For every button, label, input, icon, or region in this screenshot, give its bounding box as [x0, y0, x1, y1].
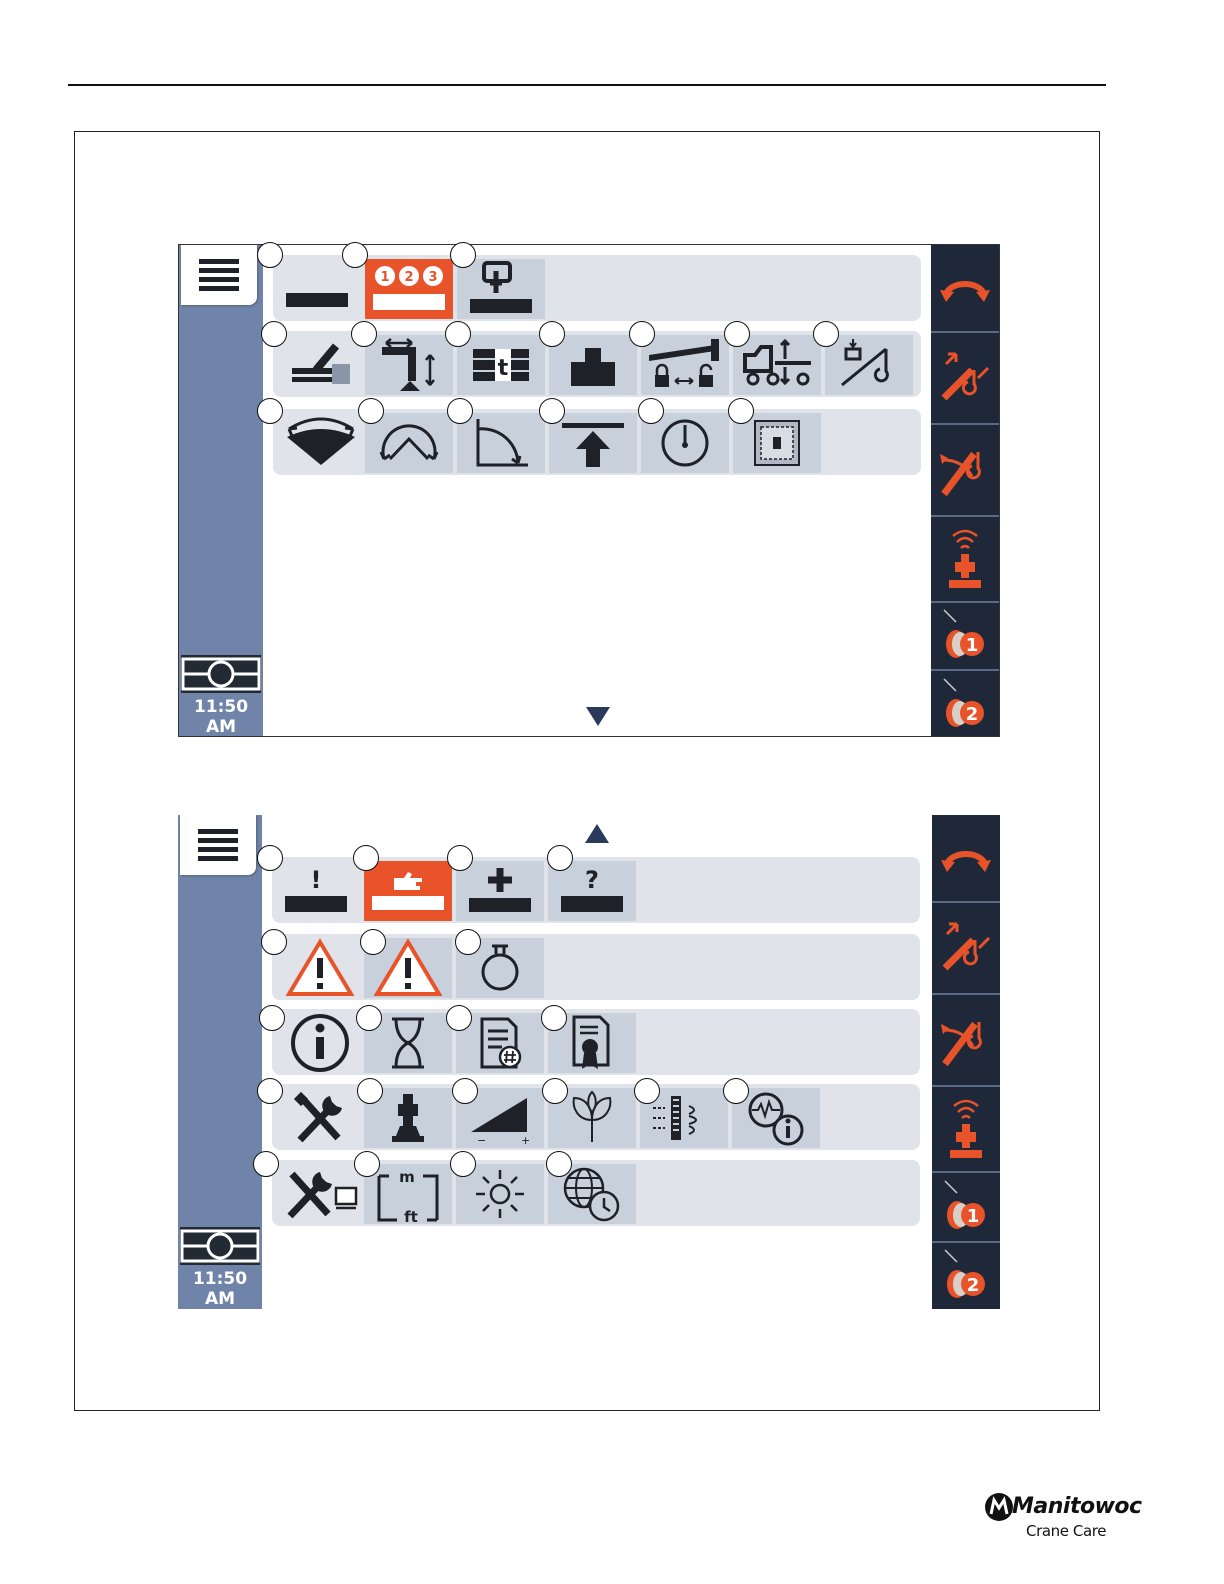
callout-marker — [257, 1078, 283, 1104]
callout-marker — [354, 1151, 380, 1177]
tile-boom-lock[interactable] — [641, 335, 729, 395]
boom-icon — [282, 269, 352, 309]
hoist-2-icon — [939, 1248, 993, 1304]
swing-range-icon — [281, 415, 361, 471]
joystick-icon — [388, 1090, 428, 1146]
working-range-arc-icon — [374, 415, 444, 471]
counterweight-loading-icon — [286, 340, 356, 390]
logo-brand-text: Manitowoc — [1012, 1494, 1142, 1519]
hoist-1-button[interactable] — [931, 603, 999, 671]
tile-boom-manual[interactable] — [457, 259, 545, 319]
radius-limit-icon — [655, 415, 715, 471]
remote-button[interactable] — [932, 1087, 1000, 1173]
callout-marker — [547, 845, 573, 871]
luffing-boom-icon — [938, 440, 992, 500]
tile-outrigger-dimensions[interactable] — [365, 335, 453, 395]
brightness-icon — [472, 1166, 528, 1222]
luff-button[interactable] — [932, 995, 1000, 1087]
callout-marker — [542, 1078, 568, 1104]
service-tools-icon — [290, 1090, 350, 1146]
boom-help-mark: ? — [585, 866, 599, 894]
page-header-rule — [68, 84, 1106, 86]
callout-marker — [450, 242, 476, 268]
luff-button[interactable] — [931, 425, 999, 517]
tile-boom-add[interactable] — [456, 861, 544, 921]
callout-marker — [356, 1005, 382, 1031]
warning-orange-icon — [285, 938, 355, 998]
callout-marker — [360, 929, 386, 955]
tile-boom-angle-limit[interactable] — [457, 413, 545, 473]
logo-sub-text: Crane Care — [1026, 1522, 1107, 1540]
clock — [178, 1269, 262, 1309]
hoist-1-button[interactable] — [932, 1173, 1000, 1243]
crane-top-view-icon — [181, 655, 261, 693]
ramp-minus-label: − — [477, 1134, 487, 1146]
tile-boom-alert[interactable] — [272, 861, 360, 921]
callout-marker — [638, 398, 664, 424]
telescope-boom-icon — [939, 918, 993, 978]
load-chart-t-icon — [469, 345, 533, 385]
boom-alert-icon — [281, 864, 351, 918]
callout-marker — [253, 1151, 279, 1177]
clock-time: 11:50 — [192, 1269, 248, 1289]
tile-units[interactable] — [364, 1164, 452, 1224]
seq-1-label: 1 — [380, 270, 390, 285]
callout-marker — [447, 845, 473, 871]
telescope-button[interactable] — [931, 333, 999, 425]
units-meters-label: m — [399, 1168, 415, 1186]
hoist-2-button[interactable] — [931, 671, 999, 737]
diagnostics-info-icon — [744, 1088, 808, 1148]
boom-angle-limit-icon — [466, 415, 536, 471]
remote-joystick-icon — [945, 526, 985, 592]
right-sidebar — [931, 245, 999, 736]
boom-question-icon — [557, 864, 627, 918]
crane-status-indicator[interactable] — [180, 1227, 260, 1265]
load-chart-t-label: t — [497, 356, 509, 381]
crane-status-indicator[interactable] — [181, 655, 261, 693]
callout-marker — [257, 845, 283, 871]
right-sidebar — [932, 815, 1000, 1309]
telescope-boom-icon — [938, 348, 992, 408]
tile-warning-orange[interactable] — [276, 938, 364, 998]
callout-marker — [539, 321, 565, 347]
tile-working-range[interactable] — [365, 413, 453, 473]
eco-mode-icon — [564, 1090, 620, 1146]
serial-document-icon — [472, 1015, 528, 1071]
callout-marker — [728, 398, 754, 424]
manitowoc-logo — [984, 1492, 1142, 1552]
ramp-plus-label: + — [521, 1134, 531, 1146]
boom-hand-icon — [368, 864, 448, 918]
callout-marker — [724, 321, 750, 347]
hoist-2-button[interactable] — [932, 1243, 1000, 1309]
callout-marker — [723, 1078, 749, 1104]
boom-alert-mark: ! — [310, 866, 322, 894]
height-limit-icon — [558, 415, 628, 471]
hoist-1-label: 1 — [965, 635, 979, 656]
tile-swing-range[interactable] — [277, 413, 365, 473]
hoist-1-icon — [938, 608, 992, 664]
boom-sequence-123-icon — [369, 262, 449, 316]
tile-boom[interactable] — [273, 259, 361, 319]
callout-marker — [261, 929, 287, 955]
carrier-lift-icon — [739, 337, 815, 393]
clock — [179, 697, 263, 737]
units-feet-label: ft — [404, 1208, 418, 1224]
callout-marker — [634, 1078, 660, 1104]
tile-boom-hand[interactable] — [364, 861, 452, 921]
outrigger-dimensions-icon — [374, 337, 444, 393]
info-icon — [288, 1013, 352, 1073]
callout-marker — [546, 1151, 572, 1177]
scroll-down-arrow[interactable] — [585, 705, 611, 727]
callout-marker — [257, 398, 283, 424]
certificate-icon — [564, 1013, 620, 1073]
callout-marker — [351, 321, 377, 347]
tile-service-tools[interactable] — [276, 1088, 364, 1148]
callout-marker — [447, 398, 473, 424]
boom-manual-select-icon — [466, 261, 536, 317]
callout-marker — [446, 1005, 472, 1031]
callout-marker — [357, 1078, 383, 1104]
clock-time: 11:50 — [193, 697, 249, 717]
figure-frame — [74, 131, 1100, 1411]
tile-height-limit[interactable] — [549, 413, 637, 473]
callout-marker — [539, 398, 565, 424]
tools-display-icon — [280, 1166, 360, 1222]
callout-marker — [445, 321, 471, 347]
menu-button[interactable] — [181, 245, 257, 305]
tile-load-chart[interactable] — [457, 335, 545, 395]
remote-joystick-icon — [946, 1096, 986, 1162]
boom-plus-icon — [465, 864, 535, 918]
slew-button[interactable] — [931, 245, 999, 333]
scroll-up-arrow[interactable] — [584, 823, 610, 845]
slew-button[interactable] — [932, 815, 1000, 903]
seq-2-label: 2 — [404, 270, 414, 285]
tile-info[interactable] — [276, 1013, 364, 1073]
callout-marker — [353, 845, 379, 871]
tile-hook-weight[interactable] — [825, 335, 913, 395]
callout-marker — [358, 398, 384, 424]
hoist-1-label: 1 — [966, 1206, 980, 1227]
clock-ampm: AM — [205, 717, 237, 737]
hoist-1-icon — [939, 1179, 993, 1235]
clock-ampm: AM — [204, 1289, 236, 1309]
left-sidebar — [179, 245, 263, 736]
slew-icon — [938, 268, 992, 308]
boom-lock-unlock-icon — [645, 337, 725, 393]
callout-marker — [813, 321, 839, 347]
world-clock-icon — [560, 1164, 624, 1224]
callout-marker — [261, 321, 287, 347]
exhaust-filter-icon — [649, 1090, 719, 1146]
callout-marker — [342, 242, 368, 268]
hourglass-icon — [384, 1015, 432, 1071]
tile-carrier-lift[interactable] — [733, 335, 821, 395]
virtual-wall-icon — [749, 417, 805, 469]
menu-button[interactable] — [180, 815, 256, 875]
callout-marker — [257, 242, 283, 268]
menu-icon — [199, 259, 239, 291]
remote-button[interactable] — [931, 517, 999, 603]
display-screen-page-1 — [178, 244, 1000, 737]
display-screen-page-2 — [178, 815, 1000, 1309]
callout-marker — [629, 321, 655, 347]
callout-marker — [455, 929, 481, 955]
menu-row-boom-mode — [273, 255, 921, 321]
seq-3-label: 3 — [428, 270, 438, 285]
tile-tools-display[interactable] — [276, 1164, 364, 1224]
crane-top-view-icon — [180, 1227, 260, 1265]
units-m-ft-icon — [373, 1164, 443, 1224]
tile-counterweight-loading[interactable] — [277, 335, 365, 395]
left-sidebar — [178, 815, 262, 1309]
hoist-2-label: 2 — [966, 1275, 980, 1296]
luffing-boom-icon — [939, 1010, 993, 1070]
hoist-2-label: 2 — [965, 703, 979, 725]
hoist-2-icon — [938, 677, 992, 733]
telescope-button[interactable] — [932, 903, 1000, 995]
menu-icon — [198, 829, 238, 861]
callout-marker — [452, 1078, 478, 1104]
tile-boom-sequence[interactable] — [365, 259, 453, 319]
hook-block-weight-icon — [834, 337, 904, 393]
engine-power-icon — [472, 940, 528, 996]
counterweight-block-icon — [563, 340, 623, 390]
callout-marker — [450, 1151, 476, 1177]
callout-marker — [541, 1005, 567, 1031]
callout-marker — [259, 1005, 285, 1031]
slew-icon — [939, 838, 993, 878]
tile-counterweight[interactable] — [549, 335, 637, 395]
